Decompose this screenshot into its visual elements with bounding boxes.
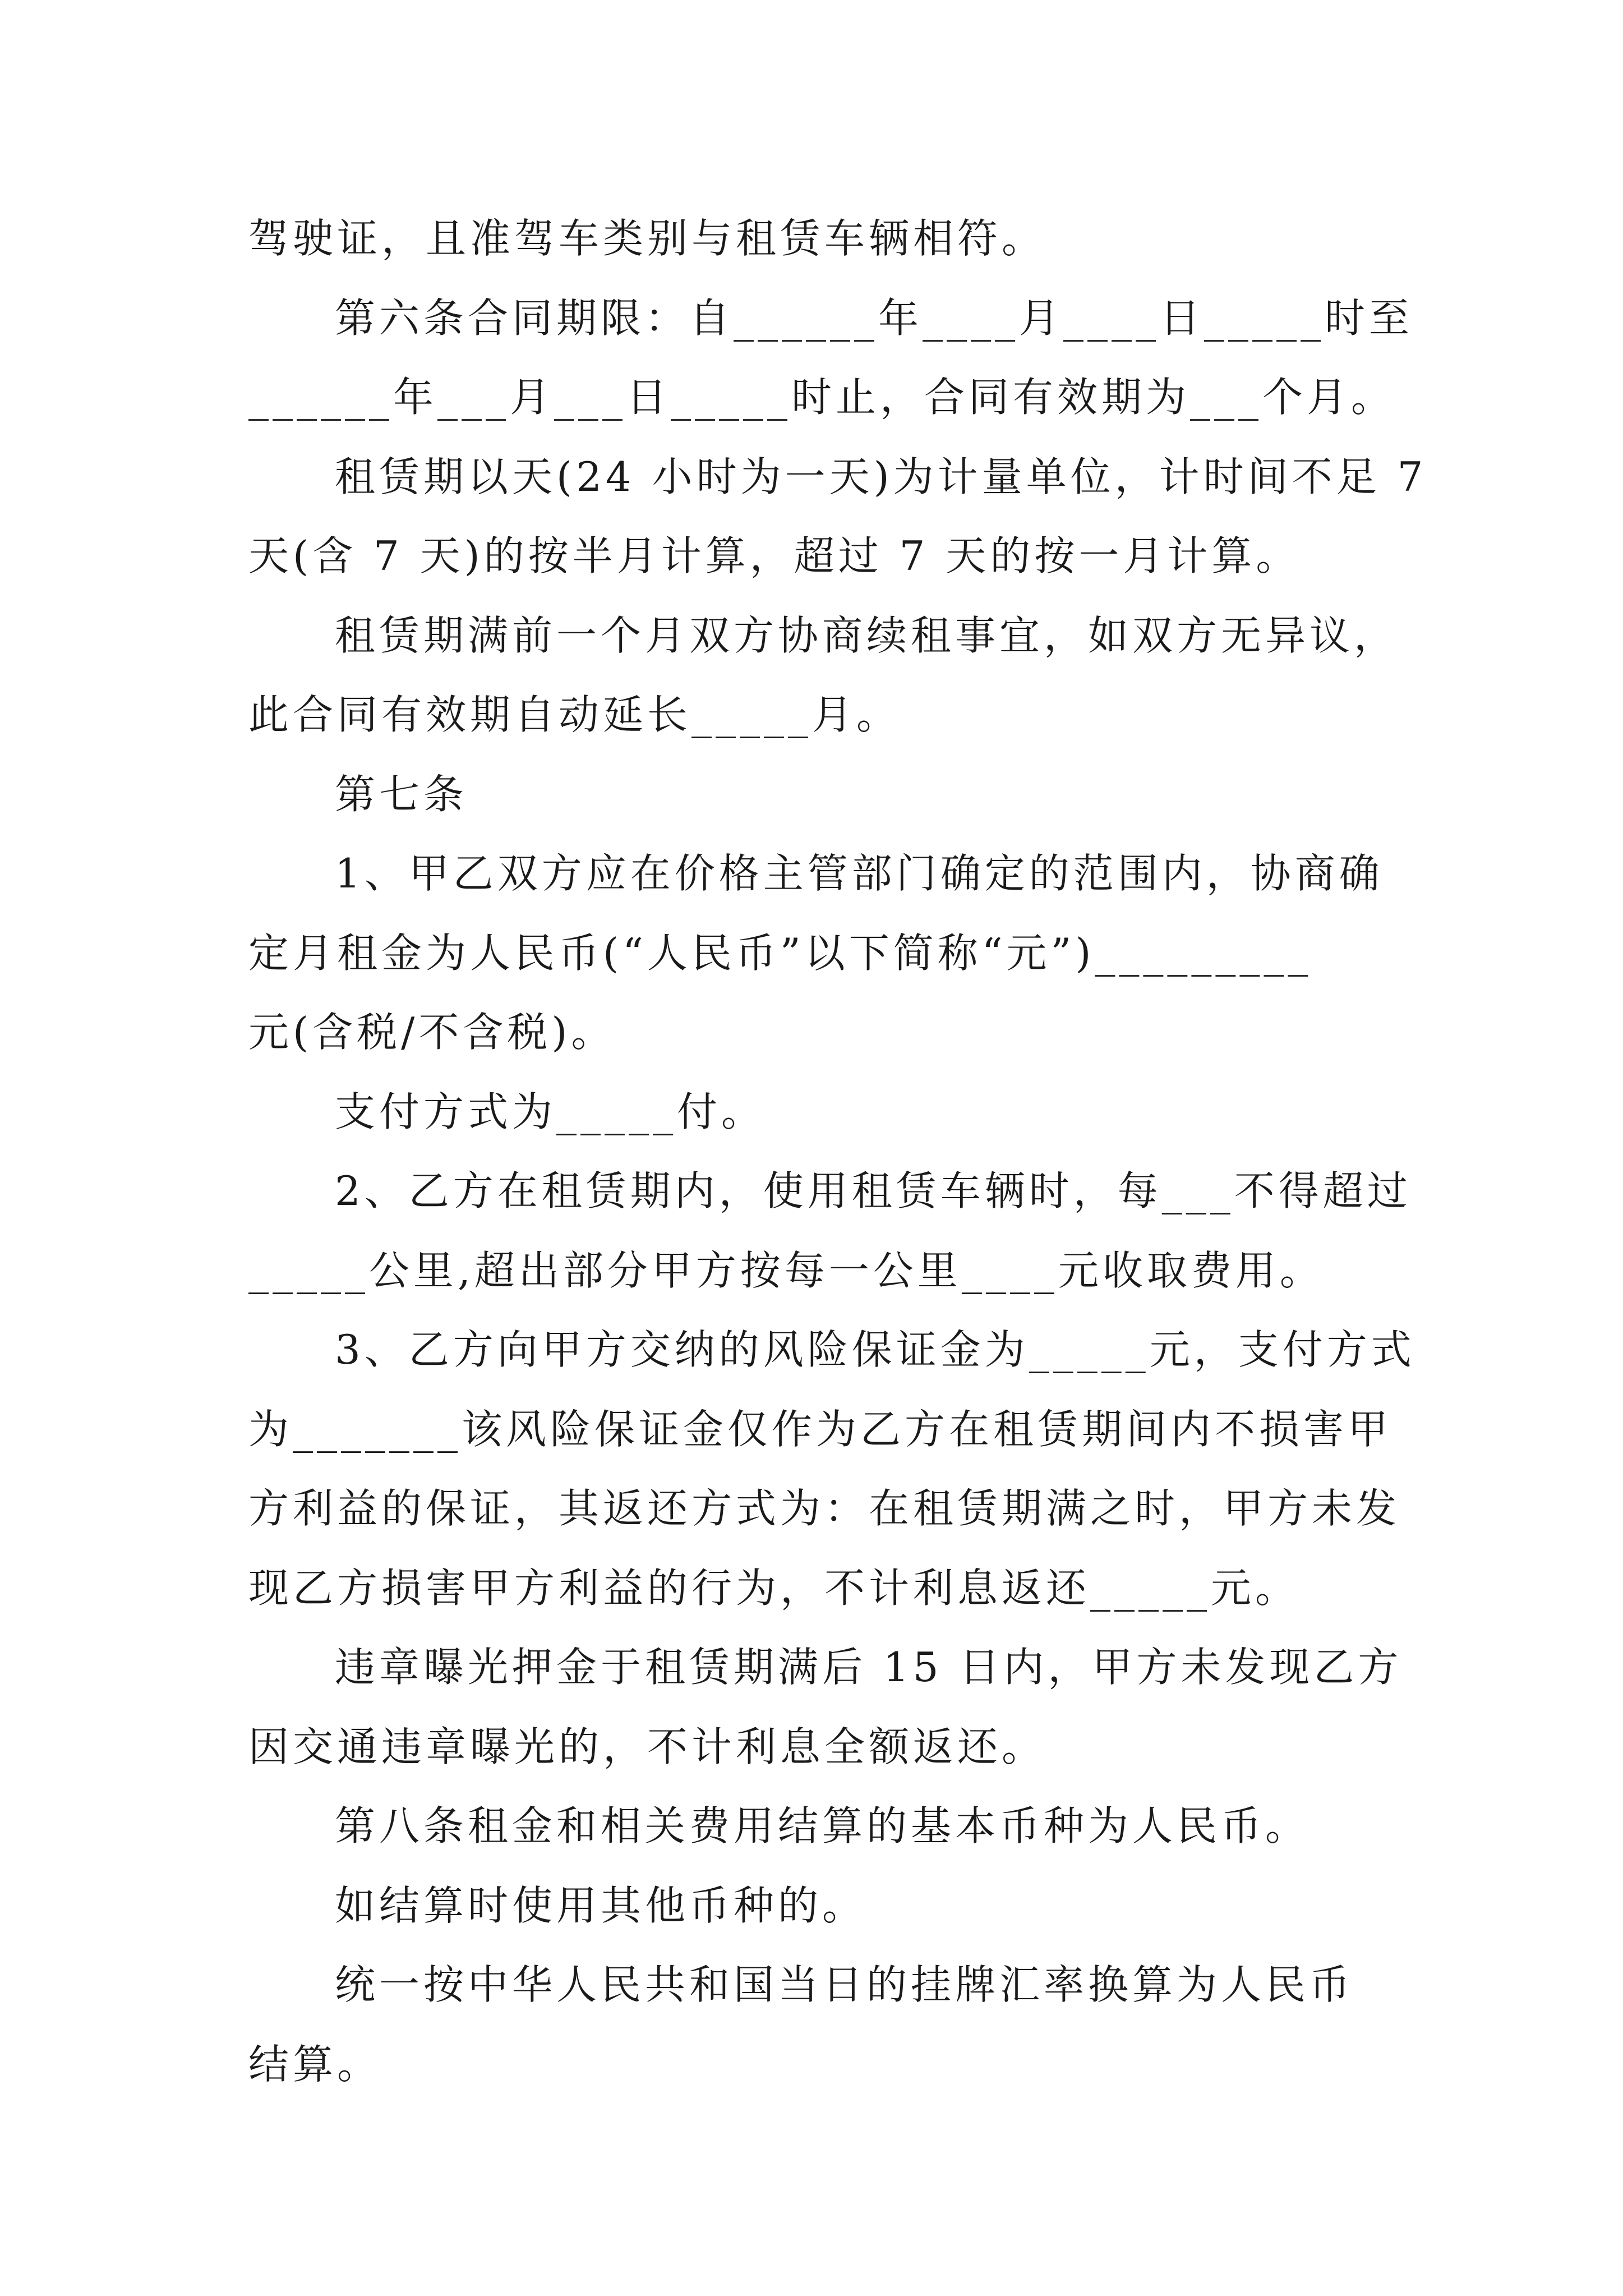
text-line: 租赁期以天(24 小时为一天)为计量单位，计时间不足 7 bbox=[335, 453, 1427, 500]
text-line: 3、乙方向甲方交纳的风险保证金为_____元，支付方式 bbox=[335, 1326, 1415, 1373]
text-line: 第八条租金和相关费用结算的基本币种为人民币。 bbox=[335, 1802, 1310, 1849]
text-line: 驾驶证，且准驾车类别与租赁车辆相符。 bbox=[248, 215, 1046, 262]
text-line: 2、乙方在租赁期内，使用租赁车辆时，每___不得超过 bbox=[335, 1167, 1412, 1214]
text-line: 第六条合同期限：自______年____月____日_____时至 bbox=[335, 294, 1414, 342]
text-line: 定月租金为人民币(“人民币”以下简称“元”)_________ bbox=[248, 929, 1312, 977]
text-line: ______年___月___日_____时止，合同有效期为___个月。 bbox=[248, 374, 1396, 421]
section-heading: 第七条 bbox=[335, 770, 468, 818]
text-line: 如结算时使用其他币种的。 bbox=[335, 1881, 867, 1929]
document-body bbox=[248, 199, 1427, 2104]
text-line: 现乙方损害甲方利益的行为，不计利息返还_____元。 bbox=[248, 1564, 1300, 1612]
text-line: 支付方式为_____付。 bbox=[335, 1088, 766, 1135]
text-line: 结算。 bbox=[248, 2040, 382, 2088]
text-line: 此合同有效期自动延长_____月。 bbox=[248, 691, 901, 738]
text-line: 因交通违章曝光的，不计利息全额返还。 bbox=[248, 1723, 1046, 1770]
text-line: 统一按中华人民共和国当日的挂牌汇率换算为人民币 bbox=[335, 1961, 1354, 2008]
text-line: 元(含税/不含税)。 bbox=[248, 1009, 616, 1056]
text-line: _____公里,超出部分甲方按每一公里____元收取费用。 bbox=[248, 1246, 1324, 1294]
text-line: 方利益的保证，其返还方式为：在租赁期满之时，甲方未发 bbox=[248, 1485, 1401, 1532]
text-line: 为_______该风险保证金仅作为乙方在租赁期间内不损害甲 bbox=[248, 1405, 1393, 1453]
text-line: 天(含 7 天)的按半月计算，超过 7 天的按一月计算。 bbox=[248, 532, 1301, 579]
text-line: 租赁期满前一个月双方协商续租事宜，如双方无异议， bbox=[335, 611, 1399, 659]
text-line: 1、甲乙双方应在价格主管部门确定的范围内，协商确 bbox=[335, 850, 1384, 897]
text-line: 违章曝光押金于租赁期满后 15 日内，甲方未发现乙方 bbox=[335, 1644, 1403, 1691]
